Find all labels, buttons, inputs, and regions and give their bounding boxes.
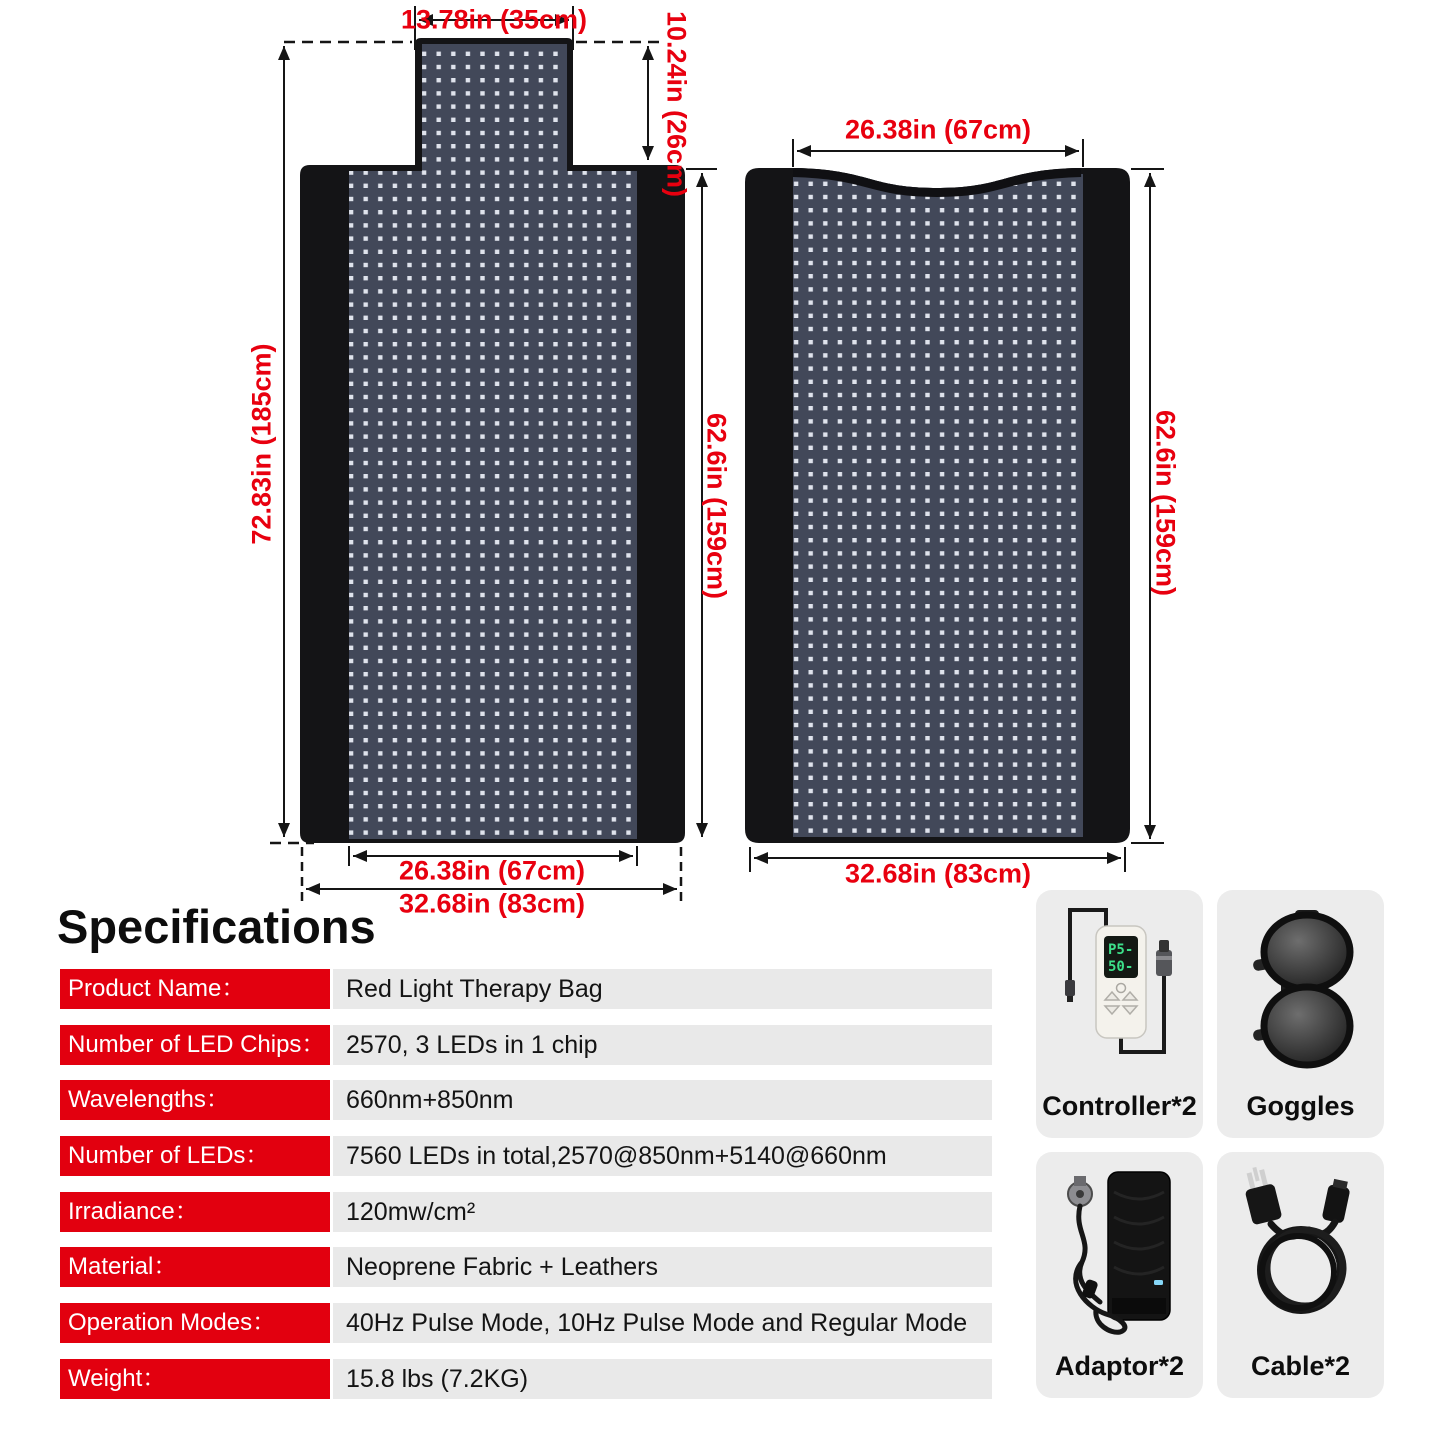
spec-value: 2570, 3 LEDs in 1 chip — [333, 1025, 992, 1065]
svg-text:P5-: P5- — [1108, 942, 1134, 958]
accessory-card-goggles — [1217, 890, 1384, 1138]
spec-value: Neoprene Fabric + Leathers — [333, 1247, 992, 1287]
front-inner-width-label: 26.38in (67cm) — [398, 855, 586, 886]
spec-label: Weight： — [60, 1359, 330, 1399]
accessory-card-adaptor — [1036, 1152, 1203, 1398]
front-outer-width-label: 32.68in (83cm) — [398, 888, 586, 919]
spec-label: Number of LED Chips： — [60, 1025, 330, 1065]
specifications-heading: Specifications — [57, 900, 376, 953]
spec-label: Product Name： — [60, 969, 330, 1009]
front-neck-height-label: 10.24in (26cm) — [661, 10, 692, 198]
adaptor-icon — [1044, 1162, 1194, 1342]
spec-value: 660nm+850nm — [333, 1080, 992, 1120]
controller-icon — [1044, 900, 1194, 1080]
accessory-label-cable: Cable*2 — [1250, 1351, 1351, 1381]
front-top-width-label: 13.78in (35cm) — [400, 4, 588, 35]
back-outer-width-label: 32.68in (83cm) — [844, 858, 1032, 889]
spec-label: Material： — [60, 1247, 330, 1287]
spec-label: Irradiance： — [60, 1192, 330, 1232]
accessory-card-cable — [1217, 1152, 1384, 1398]
accessory-label-goggles: Goggles — [1246, 1091, 1355, 1121]
cable-icon — [1225, 1162, 1375, 1342]
spec-value: 120mw/cm² — [333, 1192, 992, 1232]
accessory-label-controller: Controller*2 — [1042, 1091, 1197, 1121]
spec-value: 7560 LEDs in total,2570@850nm+5140@660nm — [333, 1136, 992, 1176]
spec-label: Wavelengths： — [60, 1080, 330, 1120]
front-body-height-label: 62.6in (159cm) — [701, 412, 732, 600]
spec-label: Number of LEDs： — [60, 1136, 330, 1176]
accessory-card-controller — [1036, 890, 1203, 1138]
back-top-width-label: 26.38in (67cm) — [844, 114, 1032, 145]
spec-value: Red Light Therapy Bag — [333, 969, 992, 1009]
front-total-height-label: 72.83in (185cm) — [246, 343, 277, 545]
spec-value: 15.8 lbs (7.2KG) — [333, 1359, 992, 1399]
goggles-icon — [1225, 900, 1375, 1080]
spec-value: 40Hz Pulse Mode, 10Hz Pulse Mode and Regular Mode — [333, 1303, 992, 1343]
accessory-label-adaptor: Adaptor*2 — [1054, 1351, 1184, 1381]
spec-label: Operation Modes： — [60, 1303, 330, 1343]
back-body-height-label: 62.6in (159cm) — [1150, 409, 1181, 597]
svg-text:50-: 50- — [1108, 959, 1134, 975]
